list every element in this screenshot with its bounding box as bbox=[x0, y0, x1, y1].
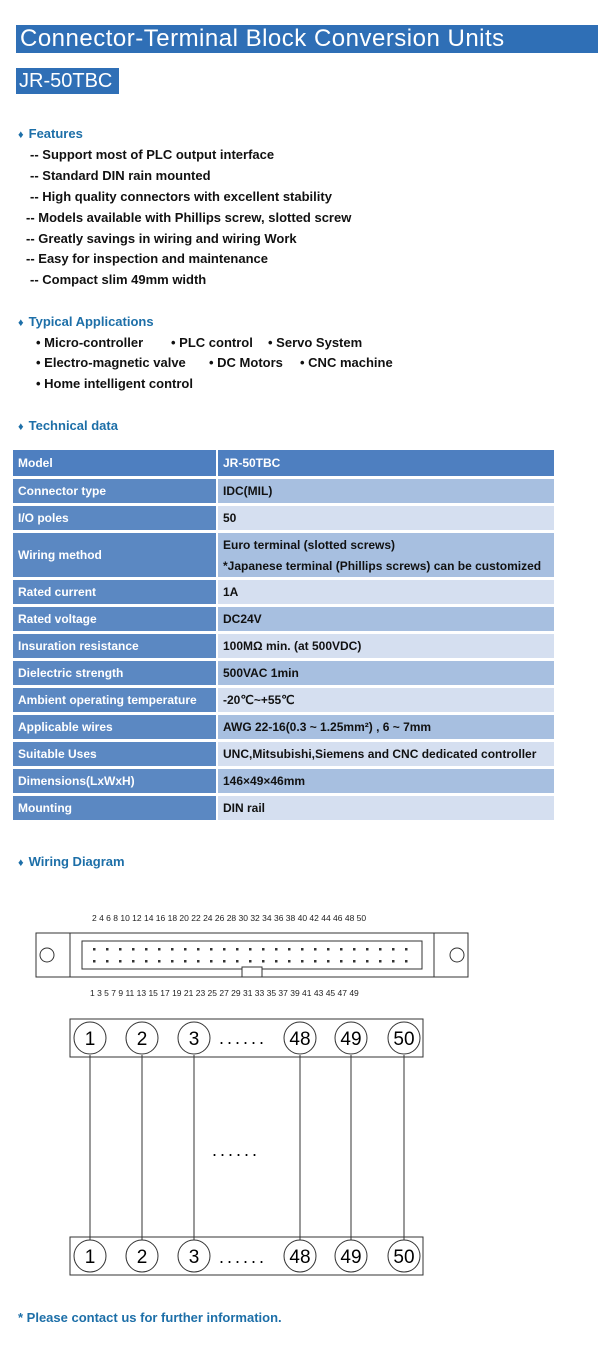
pin-dot bbox=[249, 960, 252, 963]
feature-item: -- High quality connectors with excellent stability bbox=[30, 189, 332, 204]
pin-dot bbox=[184, 948, 187, 951]
table-row bbox=[13, 479, 556, 503]
row-value: DC24V bbox=[218, 607, 556, 631]
pin-dot bbox=[184, 960, 187, 963]
terminal-label: 50 bbox=[393, 1247, 415, 1268]
app-label: DC Motors bbox=[217, 355, 283, 370]
feature-item: -- Support most of PLC output interface bbox=[30, 147, 275, 162]
pin-dot bbox=[366, 960, 369, 963]
pin-dot bbox=[210, 960, 213, 963]
applications-heading-label: Typical Applications bbox=[28, 314, 154, 329]
pin-dot bbox=[301, 948, 304, 951]
pin-dot bbox=[145, 948, 148, 951]
pin-dot bbox=[288, 948, 291, 951]
pin-dot bbox=[379, 960, 382, 963]
pin-dot bbox=[145, 960, 148, 963]
technical-heading bbox=[18, 418, 118, 433]
table-row bbox=[13, 607, 556, 631]
app-label: PLC control bbox=[179, 335, 253, 350]
features-heading-label: Features bbox=[28, 126, 83, 141]
row-value-line: *Japanese terminal (Phillips screws) can be customized bbox=[223, 558, 542, 573]
terminal-ellipsis: ...... bbox=[212, 1140, 261, 1160]
table-row bbox=[13, 796, 556, 820]
table-row bbox=[13, 634, 556, 658]
table-row bbox=[13, 580, 556, 604]
diamond-icon: ♦ bbox=[18, 421, 24, 433]
row-key: Applicable wires bbox=[13, 715, 218, 739]
pin-dot bbox=[93, 960, 96, 963]
app-label: Electro-magnetic valve bbox=[44, 355, 186, 370]
app-label: Micro-controller bbox=[44, 335, 144, 350]
row-value-line: Euro terminal (slotted screws) bbox=[223, 537, 396, 552]
table-header-row bbox=[13, 450, 556, 476]
row-key: Connector type bbox=[13, 479, 218, 503]
pin-dot bbox=[210, 948, 213, 951]
pin-dot bbox=[171, 948, 174, 951]
page-title: Connector-Terminal Block Conversion Units bbox=[16, 25, 598, 53]
terminal-label: 2 bbox=[136, 1247, 148, 1268]
terminal-ellipsis: ...... bbox=[219, 1247, 268, 1267]
pin-dot bbox=[93, 948, 96, 951]
pin-dot bbox=[223, 948, 226, 951]
pin-dot bbox=[132, 948, 135, 951]
pin-dot bbox=[353, 948, 356, 951]
connector-diagram bbox=[0, 928, 601, 988]
row-value: 146×49×46mm bbox=[218, 769, 556, 793]
row-key: Wiring method bbox=[13, 533, 218, 577]
table-row bbox=[13, 715, 556, 739]
terminal-label: 1 bbox=[84, 1029, 96, 1050]
app-label: Home intelligent control bbox=[44, 376, 193, 391]
terminal-label: 3 bbox=[188, 1029, 200, 1050]
row-value: 100MΩ min. (at 500VDC) bbox=[218, 634, 556, 658]
terminal-label: 50 bbox=[393, 1029, 415, 1050]
row-key: Dimensions(LxWxH) bbox=[13, 769, 218, 793]
pin-dot bbox=[236, 948, 239, 951]
terminal-label: 2 bbox=[136, 1029, 148, 1050]
pin-dot bbox=[106, 960, 109, 963]
table-header-value: JR-50TBC bbox=[218, 450, 556, 476]
application-item: • Micro-controller bbox=[36, 335, 144, 350]
row-value bbox=[218, 533, 556, 577]
pin-dot bbox=[301, 960, 304, 963]
table-header-key: Model bbox=[13, 450, 218, 476]
application-item: • Home intelligent control bbox=[36, 376, 193, 391]
pin-dot bbox=[379, 948, 382, 951]
pin-dot bbox=[262, 960, 265, 963]
table-row bbox=[13, 769, 556, 793]
pin-dot bbox=[158, 960, 161, 963]
pin-dot bbox=[327, 960, 330, 963]
pin-dot bbox=[171, 960, 174, 963]
row-value: 500VAC 1min bbox=[218, 661, 556, 685]
row-key: I/O poles bbox=[13, 506, 218, 530]
pin-dot bbox=[106, 948, 109, 951]
terminal-label: 49 bbox=[340, 1247, 362, 1268]
pin-dot bbox=[236, 960, 239, 963]
feature-item: -- Standard DIN rain mounted bbox=[30, 168, 211, 183]
pin-dot bbox=[119, 960, 122, 963]
row-key: Rated voltage bbox=[13, 607, 218, 631]
diamond-icon: ♦ bbox=[18, 129, 24, 141]
pin-dot bbox=[275, 960, 278, 963]
application-item: • CNC machine bbox=[300, 355, 393, 370]
row-value: -20℃~+55℃ bbox=[218, 688, 556, 712]
table-row bbox=[13, 742, 556, 766]
pin-dot bbox=[275, 948, 278, 951]
terminal-diagram bbox=[0, 1015, 601, 1280]
table-row bbox=[13, 533, 556, 577]
row-key: Ambient operating temperature bbox=[13, 688, 218, 712]
model-badge: JR-50TBC bbox=[16, 68, 119, 94]
terminal-label: 49 bbox=[340, 1029, 362, 1050]
feature-item: -- Easy for inspection and maintenance bbox=[26, 251, 268, 266]
pin-dot bbox=[353, 960, 356, 963]
footer-note: * Please contact us for further information. bbox=[18, 1310, 282, 1325]
feature-item: -- Compact slim 49mm width bbox=[30, 272, 207, 287]
terminal-label: 3 bbox=[188, 1247, 200, 1268]
pin-dot bbox=[132, 960, 135, 963]
pin-dot bbox=[405, 948, 408, 951]
row-value: DIN rail bbox=[218, 796, 556, 820]
application-item: • Electro-magnetic valve bbox=[36, 355, 186, 370]
table-row bbox=[13, 688, 556, 712]
pin-dot bbox=[340, 948, 343, 951]
application-item: • Servo System bbox=[268, 335, 363, 350]
row-value: UNC,Mitsubishi,Siemens and CNC dedicated controller bbox=[218, 742, 556, 766]
row-value: 1A bbox=[218, 580, 556, 604]
pin-dot bbox=[327, 948, 330, 951]
application-item: • PLC control bbox=[171, 335, 253, 350]
pin-dot bbox=[249, 948, 252, 951]
terminal-label: 1 bbox=[84, 1247, 96, 1268]
wiring-heading bbox=[18, 854, 125, 869]
table-row bbox=[13, 661, 556, 685]
pin-dot bbox=[288, 960, 291, 963]
row-value: AWG 22-16(0.3 ~ 1.25mm²) , 6 ~ 7mm bbox=[218, 715, 556, 739]
row-key: Dielectric strength bbox=[13, 661, 218, 685]
feature-item: -- Models available with Phillips screw, slotted screw bbox=[26, 210, 352, 225]
even-pin-labels: 2 4 6 8 10 12 14 16 18 20 22 24 26 28 30 32 34 36 38 40 42 44 46 48 50 bbox=[92, 913, 367, 923]
diamond-icon: ♦ bbox=[18, 857, 24, 869]
pin-dot bbox=[392, 948, 395, 951]
wiring-heading-label: Wiring Diagram bbox=[28, 854, 125, 869]
feature-item: -- Greatly savings in wiring and wiring Work bbox=[26, 231, 297, 246]
row-value: IDC(MIL) bbox=[218, 479, 556, 503]
terminal-ellipsis: ...... bbox=[219, 1028, 268, 1048]
technical-heading-label: Technical data bbox=[28, 418, 118, 433]
row-key: Suitable Uses bbox=[13, 742, 218, 766]
technical-data-table bbox=[13, 447, 556, 823]
application-item: • DC Motors bbox=[209, 355, 283, 370]
pin-dot bbox=[314, 960, 317, 963]
terminal-label: 48 bbox=[289, 1247, 311, 1268]
pin-dot bbox=[262, 948, 265, 951]
pin-dot bbox=[197, 960, 200, 963]
row-value: 50 bbox=[218, 506, 556, 530]
app-label: CNC machine bbox=[308, 355, 393, 370]
pin-dot bbox=[392, 960, 395, 963]
applications-heading bbox=[18, 314, 154, 329]
row-key: Mounting bbox=[13, 796, 218, 820]
pin-dot bbox=[223, 960, 226, 963]
table-row bbox=[13, 506, 556, 530]
row-key: Insuration resistance bbox=[13, 634, 218, 658]
pin-dot bbox=[340, 960, 343, 963]
pin-dot bbox=[366, 948, 369, 951]
terminal-label: 48 bbox=[289, 1029, 311, 1050]
row-key: Rated current bbox=[13, 580, 218, 604]
pin-dot bbox=[197, 948, 200, 951]
pin-dot bbox=[405, 960, 408, 963]
features-heading bbox=[18, 126, 83, 141]
pin-dot bbox=[119, 948, 122, 951]
pin-dot bbox=[158, 948, 161, 951]
app-label: Servo System bbox=[276, 335, 363, 350]
pin-dot bbox=[314, 948, 317, 951]
diamond-icon: ♦ bbox=[18, 317, 24, 329]
odd-pin-labels: 1 3 5 7 9 11 13 15 17 19 21 23 25 27 29 31 33 35 37 39 41 43 45 47 49 bbox=[90, 988, 359, 998]
